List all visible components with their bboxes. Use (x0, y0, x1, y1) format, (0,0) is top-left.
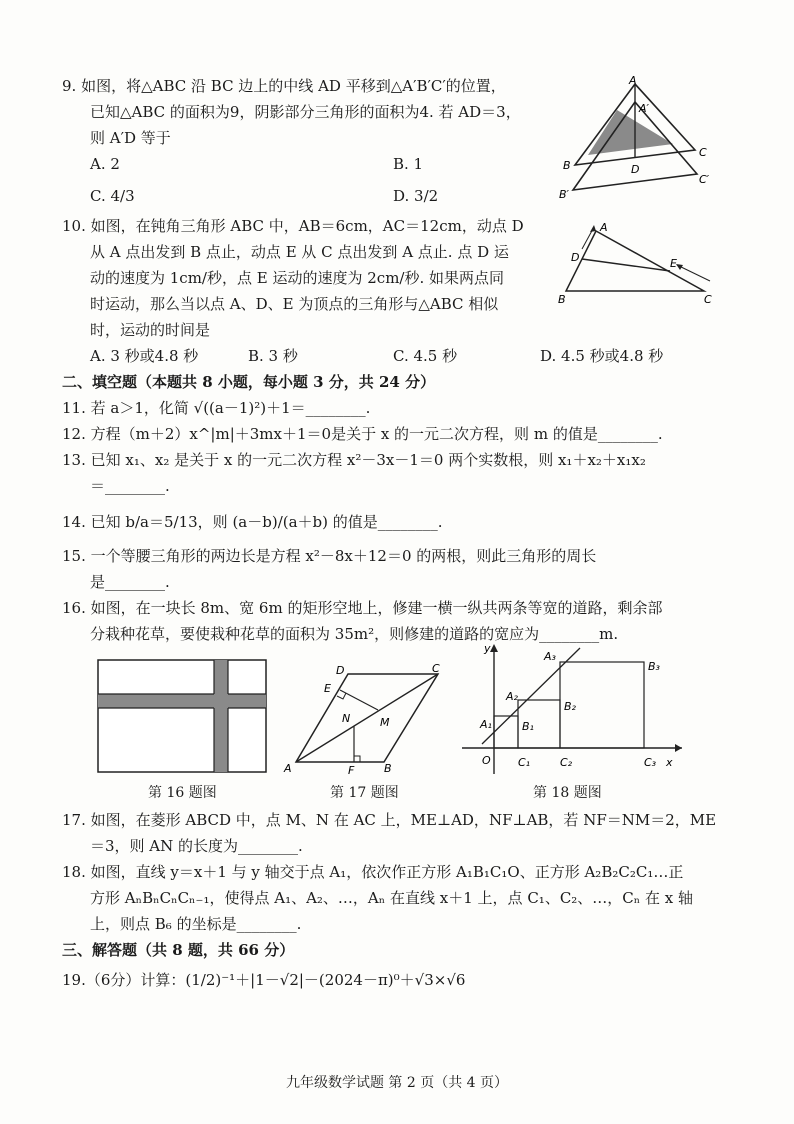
svg-text:y: y (484, 642, 491, 655)
caption-fig-16: 第 16 题图 (148, 785, 217, 801)
page-footer: 九年级数学试题 第 2 页（共 4 页） (285, 1075, 509, 1091)
q10-option-c: C. 4.5 秒 (393, 347, 458, 365)
svg-text:B′: B′ (559, 188, 570, 201)
q17-line-1: 17. 如图，在菱形 ABCD 中，点 M、N 在 AC 上，ME⊥AD，NF⊥AB，若 NF＝NM＝2，ME (62, 811, 717, 829)
q10-option-b: B. 3 秒 (248, 347, 298, 365)
svg-text:C′: C′ (699, 173, 710, 186)
caption-fig-17: 第 17 题图 (330, 785, 399, 801)
q9-option-c: C. 4/3 (90, 187, 135, 205)
q11: 11. 若 a＞1，化简 √((a－1)²)＋1＝________. (62, 399, 371, 417)
q10-option-a: A. 3 秒或4.8 秒 (90, 347, 199, 365)
svg-text:B₂: B₂ (564, 700, 576, 713)
q17-figure (282, 660, 452, 776)
q13-line-1: 13. 已知 x₁、x₂ 是关于 x 的一元二次方程 x²－3x－1＝0 两个实数根，则 x₁＋x₂＋x₁x₂ (62, 451, 646, 469)
q18-line-1: 18. 如图，直线 y＝x＋1 与 y 轴交于点 A₁，依次作正方形 A₁B₁C₁O、正方形 A₂B₂C₂C₁…正 (62, 863, 684, 881)
svg-text:B₃: B₃ (648, 660, 660, 673)
svg-text:C: C (704, 293, 712, 306)
q9-line-3: 则 A′D 等于 (90, 129, 171, 147)
svg-text:C: C (432, 662, 440, 675)
q10-line-1: 10. 如图，在钝角三角形 ABC 中，AB＝6cm，AC＝12cm，动点 D (62, 217, 524, 235)
q9-option-d: D. 3/2 (393, 187, 439, 205)
svg-text:B: B (563, 159, 571, 172)
svg-text:O: O (482, 754, 491, 767)
q12: 12. 方程（m＋2）x^|m|＋3mx＋1＝0是关于 x 的一元二次方程，则 m 的值是________. (62, 425, 663, 443)
q19: 19.（6分）计算：(1/2)⁻¹＋|1－√2|－(2024－π)⁰＋√3×√6 (62, 971, 466, 989)
q10-line-5: 时，运动的时间是 (90, 321, 211, 339)
q16-figure (96, 658, 268, 774)
q9-line-1: 9. 如图，将△ABC 沿 BC 边上的中线 AD 平移到△A′B′C′的位置， (62, 77, 506, 95)
q9-line-2: 已知△ABC 的面积为9，阴影部分三角形的面积为4. 若 AD＝3， (90, 103, 521, 121)
svg-text:C₂: C₂ (560, 756, 573, 769)
svg-text:A₁: A₁ (480, 718, 492, 731)
q18-line-3: 上，则点 B₆ 的坐标是________. (90, 915, 302, 933)
svg-text:D: D (336, 664, 345, 677)
q16-line-2: 分栽种花草，要使栽种花草的面积为 35m²，则修建的道路的宽应为________m. (90, 625, 619, 643)
q9-option-a: A. 2 (90, 155, 120, 173)
svg-text:A: A (629, 74, 637, 87)
section-2-heading: 二、填空题（本题共 8 小题，每小题 3 分，共 24 分） (62, 373, 436, 391)
svg-text:E: E (324, 682, 331, 695)
svg-text:C: C (699, 146, 707, 159)
svg-text:M: M (380, 716, 390, 729)
svg-text:x: x (666, 756, 673, 769)
q18-line-2: 方形 AₙBₙCₙCₙ₋₁，使得点 A₁、A₂、…，Aₙ 在直线 x＋1 上，点 C₁、C₂、…，Cₙ 在 x 轴 (90, 889, 694, 907)
q15-line-1: 15. 一个等腰三角形的两边长是方程 x²－8x＋12＝0 的两根，则此三角形的周长 (62, 547, 597, 565)
svg-text:B: B (558, 293, 566, 306)
q10-line-3: 动的速度为 1cm/秒，点 E 运动的速度为 2cm/秒. 如果两点同 (90, 269, 505, 287)
svg-text:A₃: A₃ (544, 650, 556, 663)
svg-text:D: D (631, 163, 640, 176)
q9-figure (555, 72, 725, 202)
q9-option-b: B. 1 (393, 155, 424, 173)
svg-text:N: N (342, 712, 351, 725)
q10-line-2: 从 A 点出发到 B 点止，动点 E 从 C 点出发到 A 点止. 点 D 运 (90, 243, 509, 261)
q13-line-2: ＝________. (90, 477, 170, 495)
svg-text:F: F (348, 764, 355, 776)
q10-option-d: D. 4.5 秒或4.8 秒 (540, 347, 664, 365)
q16-line-1: 16. 如图，在一块长 8m、宽 6m 的矩形空地上，修建一横一纵共两条等宽的道路，剩余部 (62, 599, 663, 617)
q14: 14. 已知 b/a＝5/13，则 (a－b)/(a＋b) 的值是________. (62, 513, 443, 531)
svg-text:A′: A′ (639, 102, 650, 115)
svg-text:A: A (600, 221, 608, 234)
q17-line-2: ＝3，则 AN 的长度为________. (90, 837, 303, 855)
caption-fig-18: 第 18 题图 (533, 785, 602, 801)
svg-text:D: D (571, 251, 580, 264)
svg-text:C₃: C₃ (644, 756, 657, 769)
svg-text:B: B (384, 762, 392, 775)
svg-text:C₁: C₁ (518, 756, 531, 769)
svg-text:E: E (670, 257, 677, 270)
q15-line-2: 是________. (90, 573, 170, 591)
section-3-heading: 三、解答题（共 8 题，共 66 分） (62, 941, 295, 959)
q10-figure (552, 215, 722, 310)
svg-text:A₂: A₂ (506, 690, 518, 703)
svg-text:A: A (284, 762, 292, 775)
q10-line-4: 时运动，那么当以点 A、D、E 为顶点的三角形与△ABC 相似 (90, 295, 499, 313)
q18-figure (460, 640, 686, 776)
svg-text:B₁: B₁ (522, 720, 534, 733)
